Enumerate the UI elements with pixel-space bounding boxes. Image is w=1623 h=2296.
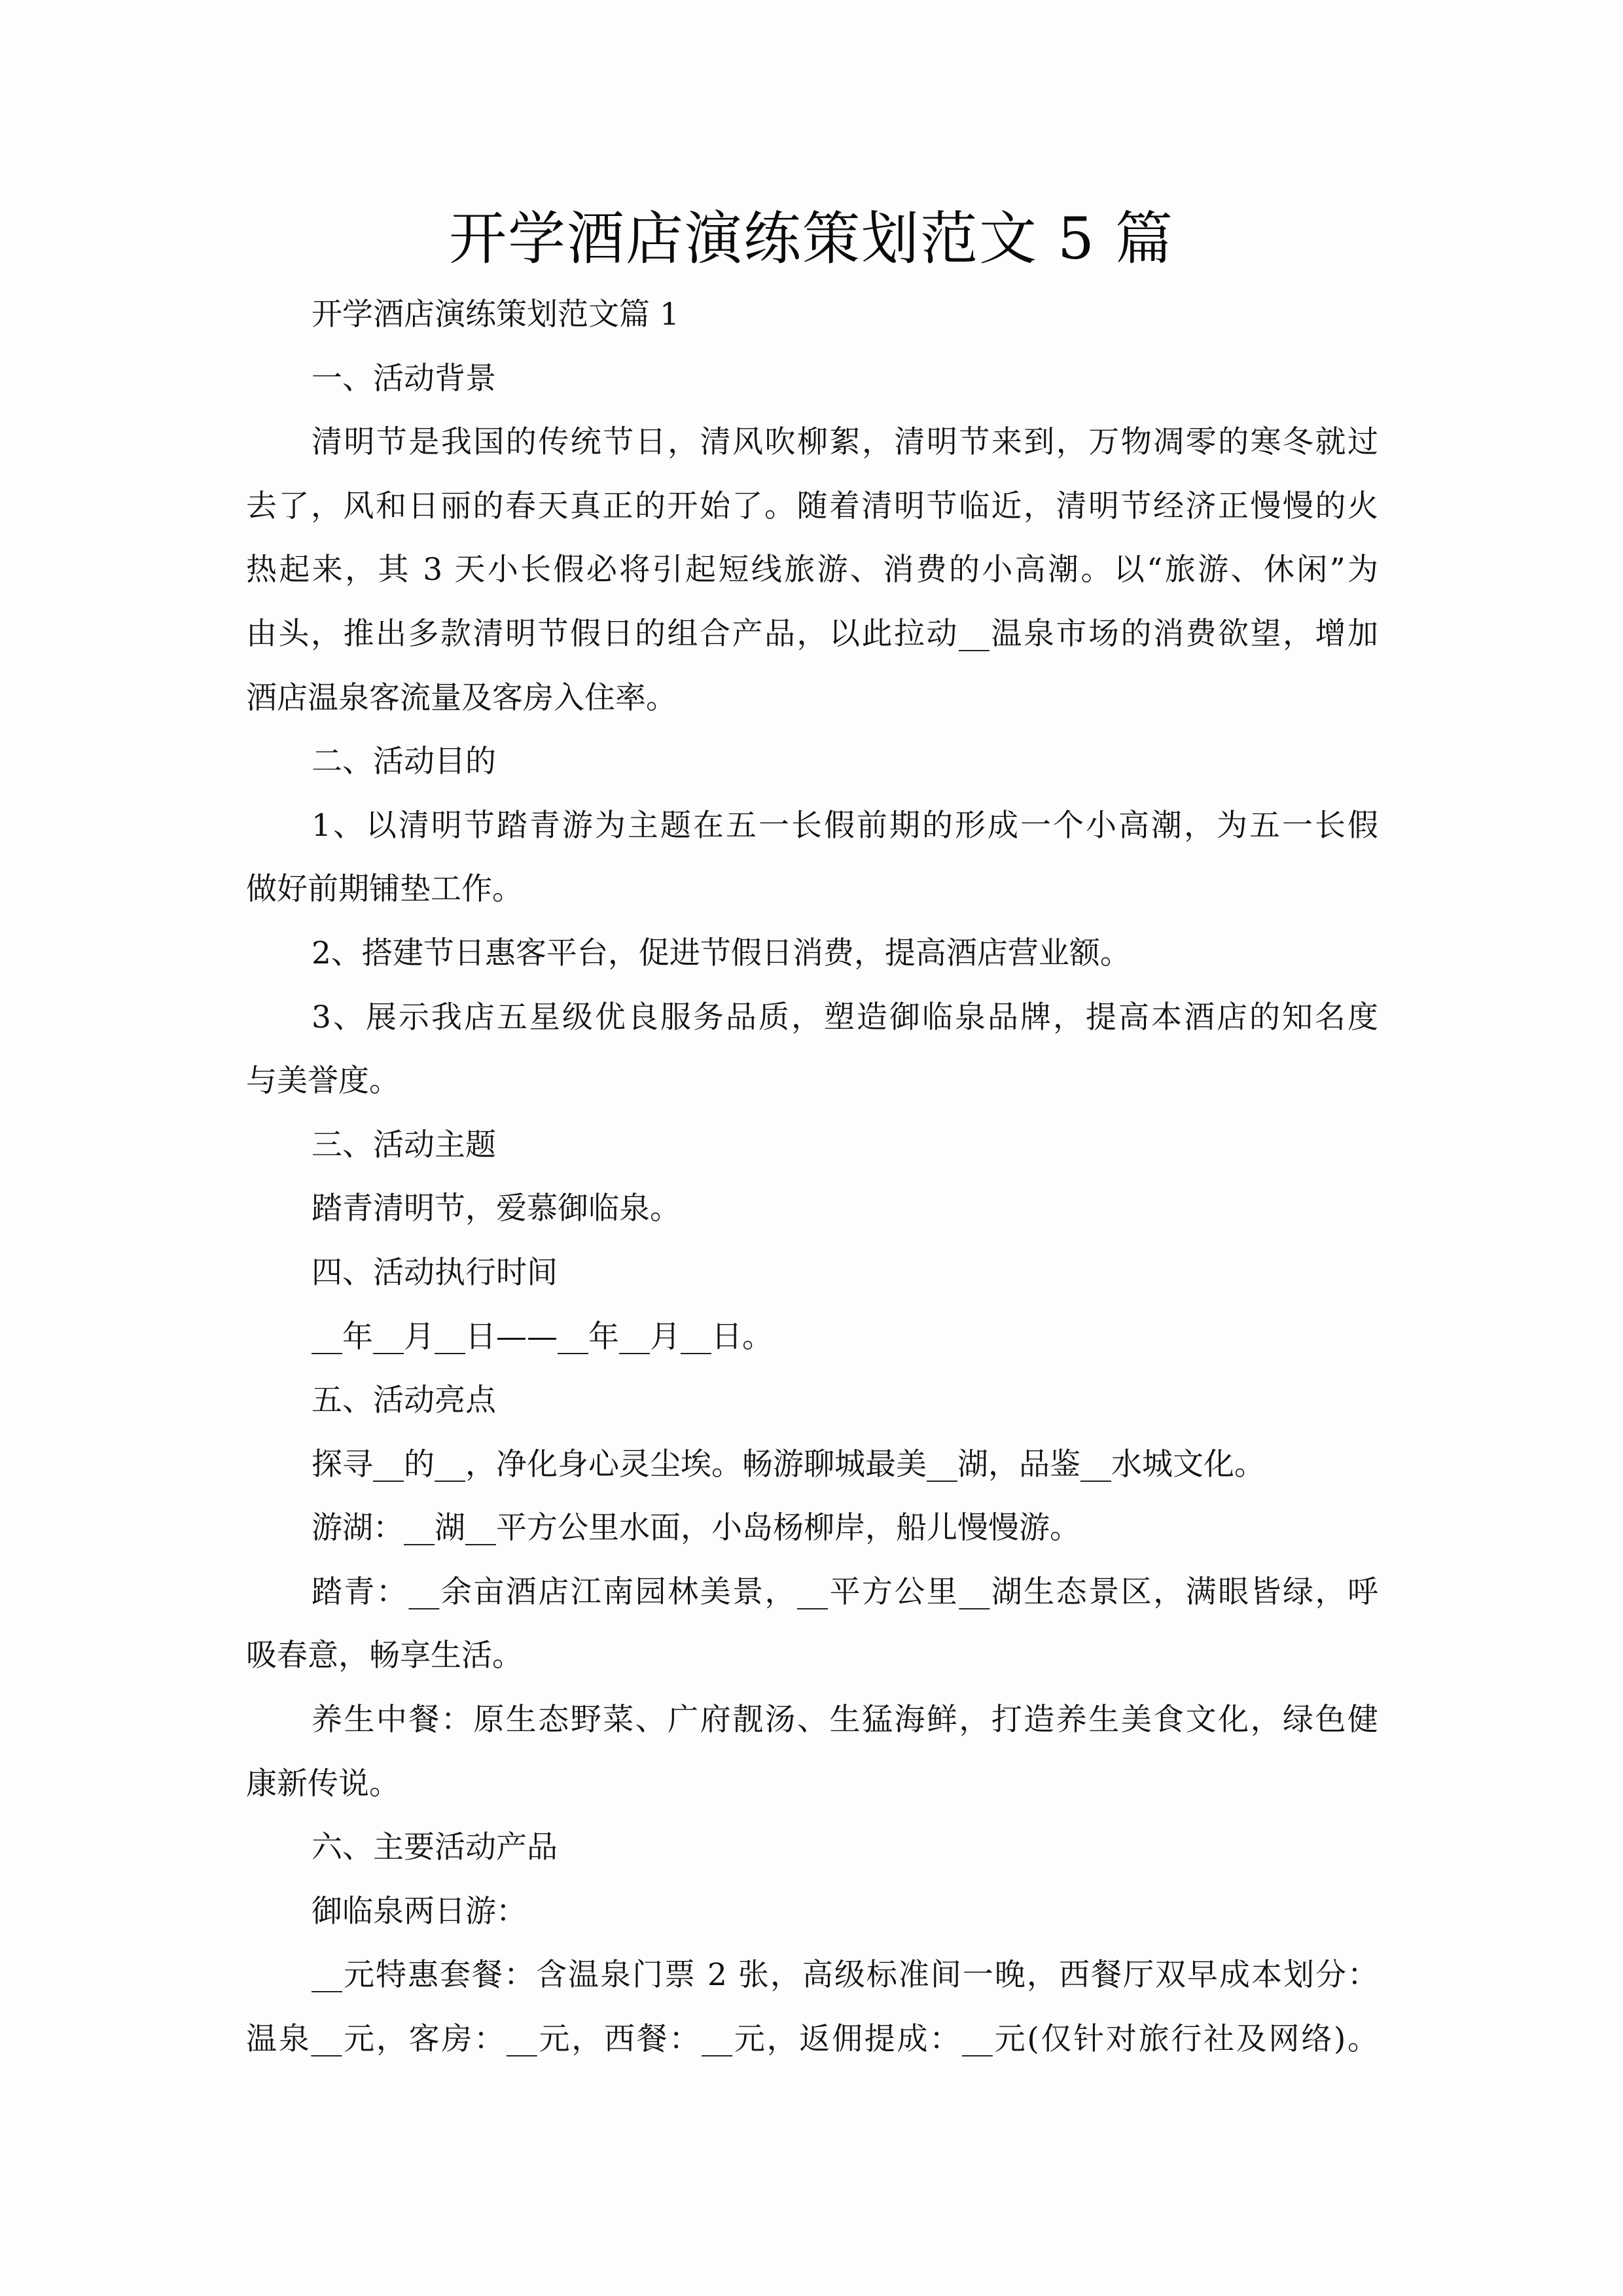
document-title: 开学酒店演练策划范文 5 篇 <box>449 205 1174 272</box>
paragraph-line: __年__月__日——__年__月__日。 <box>312 1318 773 1355</box>
paragraph-line: 踏青：__余亩酒店江南园林美景，__平方公里__湖生态景区，满眼皆绿，呼 <box>312 1573 1378 1610</box>
paragraph-line: 热起来，其 3 天小长假必将引起短线旅游、消费的小高潮。以“旅游、休闲”为 <box>246 552 1378 588</box>
section-heading-highlights: 五、活动亮点 <box>312 1382 496 1419</box>
paragraph-line: 温泉__元，客房：__元，西餐：__元，返佣提成：__元(仅针对旅行社及网络)。 <box>246 2021 1378 2058</box>
section-heading-theme: 三、活动主题 <box>312 1126 496 1163</box>
section-heading-schedule: 四、活动执行时间 <box>312 1254 558 1291</box>
paragraph-line: 探寻__的__，净化身心灵尘埃。畅游聊城最美__湖，品鉴__水城文化。 <box>312 1446 1265 1482</box>
list-item-line: 做好前期铺垫工作。 <box>246 871 523 908</box>
paragraph-line: 康新传说。 <box>246 1765 400 1802</box>
list-item-line: 与美誉度。 <box>246 1063 400 1100</box>
paragraph-line: 养生中餐：原生态野菜、广府靓汤、生猛海鲜，打造养生美食文化，绿色健 <box>312 1702 1378 1738</box>
paragraph-line: 清明节是我国的传统节日，清风吹柳絮，清明节来到，万物凋零的寒冬就过 <box>312 424 1378 461</box>
list-item-line: 2、搭建节日惠客平台，促进节假日消费，提高酒店营业额。 <box>312 935 1131 971</box>
article-subtitle: 开学酒店演练策划范文篇 1 <box>312 296 679 332</box>
paragraph-line: __元特惠套餐：含温泉门票 2 张，高级标准间一晚，西餐厅双早成本划分： <box>312 1957 1378 1994</box>
section-heading-products: 六、主要活动产品 <box>312 1829 558 1866</box>
paragraph-line: 去了，风和日丽的春天真正的开始了。随着清明节临近，清明节经济正慢慢的火 <box>246 488 1378 524</box>
section-heading-background: 一、活动背景 <box>312 360 496 397</box>
paragraph-line: 游湖：__湖__平方公里水面，小岛杨柳岸，船儿慢慢游。 <box>312 1510 1080 1547</box>
document-body <box>246 283 1378 2072</box>
paragraph-line: 由头，推出多款清明节假日的组合产品，以此拉动__温泉市场的消费欲望，增加 <box>246 615 1378 652</box>
list-item-line: 3、展示我店五星级优良服务品质，塑造御临泉品牌，提高本酒店的知名度 <box>312 999 1378 1035</box>
section-heading-goals: 二、活动目的 <box>312 744 496 780</box>
paragraph-line: 踏青清明节，爱慕御临泉。 <box>312 1191 681 1227</box>
paragraph-line: 御临泉两日游： <box>312 1893 527 1929</box>
paragraph-line: 吸春意，畅享生活。 <box>246 1638 523 1674</box>
list-item-line: 1、以清明节踏青游为主题在五一长假前期的形成一个小高潮，为五一长假 <box>312 807 1378 844</box>
paragraph-line: 酒店温泉客流量及客房入住率。 <box>246 679 677 716</box>
